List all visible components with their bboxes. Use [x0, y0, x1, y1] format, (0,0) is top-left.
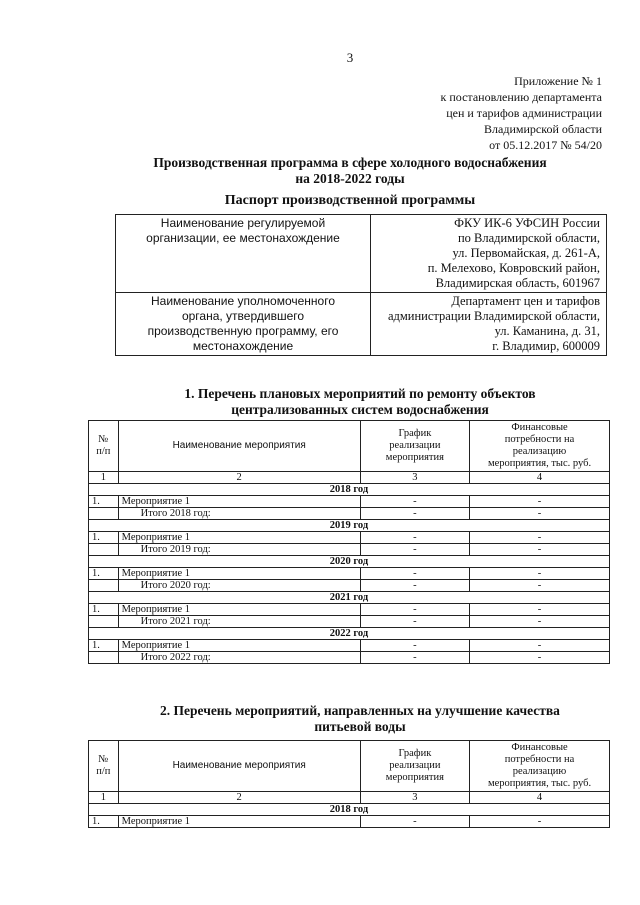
- passport-value-line: ул. Первомайская, д. 261-А,: [452, 246, 600, 260]
- appendix-block: [402, 73, 602, 153]
- table-row: [89, 532, 610, 544]
- section1-heading: [100, 386, 620, 418]
- row-number: 1.: [89, 816, 119, 828]
- column-number: 4: [470, 792, 610, 804]
- row-number: 1.: [89, 604, 119, 616]
- header-line: №: [98, 434, 109, 445]
- passport-value-line: г. Владимир, 600009: [492, 339, 600, 353]
- passport-table: [115, 214, 607, 356]
- measure-name: Мероприятие 1: [118, 604, 360, 616]
- empty-cell: [89, 544, 119, 556]
- finance-cell: -: [470, 816, 610, 828]
- total-label: Итого 2020 год:: [118, 580, 360, 592]
- water-quality-table: [88, 740, 610, 828]
- year-label: 2021 год: [89, 592, 610, 604]
- passport-value: [371, 215, 607, 293]
- header-number: [89, 421, 119, 472]
- passport-label-line: Наименование регулируемой: [160, 216, 326, 230]
- appendix-line: к постановлению департамента: [440, 90, 602, 104]
- passport-label: [116, 293, 371, 356]
- passport-row: [116, 215, 607, 293]
- table-header-row: [89, 741, 610, 792]
- finance-cell: -: [470, 652, 610, 664]
- title-line: Производственная программа в сфере холодного водоснабжения: [153, 155, 547, 170]
- row-number: 1.: [89, 532, 119, 544]
- header-line: мероприятия: [385, 452, 444, 463]
- table-header-row: [89, 421, 610, 472]
- schedule-cell: -: [360, 816, 469, 828]
- column-number: 2: [118, 792, 360, 804]
- year-row: [89, 484, 610, 496]
- empty-cell: [89, 652, 119, 664]
- column-number: 1: [89, 472, 119, 484]
- table-row: [89, 640, 610, 652]
- header-name: Наименование мероприятия: [118, 421, 360, 472]
- document-title: [80, 155, 620, 187]
- total-label: Итого 2021 год:: [118, 616, 360, 628]
- schedule-cell: -: [360, 568, 469, 580]
- header-line: реализации: [389, 760, 441, 771]
- passport-value: [371, 293, 607, 356]
- header-line: реализации: [389, 440, 441, 451]
- header-finance: [470, 741, 610, 792]
- passport-value-line: Департамент цен и тарифов: [451, 294, 600, 308]
- empty-cell: [89, 580, 119, 592]
- header-line: График: [398, 428, 432, 439]
- total-row: [89, 652, 610, 664]
- appendix-line: цен и тарифов администрации: [446, 106, 602, 120]
- schedule-cell: -: [360, 496, 469, 508]
- header-line: Финансовые: [511, 422, 568, 433]
- header-number: [89, 741, 119, 792]
- header-line: потребности на: [504, 754, 575, 765]
- header-line: График: [398, 748, 432, 759]
- empty-cell: [89, 508, 119, 520]
- section-heading-line: централизованных систем водоснабжения: [231, 402, 489, 417]
- header-schedule: [360, 741, 469, 792]
- header-name: Наименование мероприятия: [118, 741, 360, 792]
- passport-value-line: по Владимирской области,: [457, 231, 600, 245]
- year-label: 2019 год: [89, 520, 610, 532]
- finance-cell: -: [470, 544, 610, 556]
- year-row: [89, 804, 610, 816]
- finance-cell: -: [470, 496, 610, 508]
- measure-name: Мероприятие 1: [118, 640, 360, 652]
- total-label: Итого 2022 год:: [118, 652, 360, 664]
- section-heading-line: питьевой воды: [314, 719, 406, 734]
- measure-name: Мероприятие 1: [118, 816, 360, 828]
- header-line: реализацию: [512, 446, 567, 457]
- schedule-cell: -: [360, 544, 469, 556]
- finance-cell: -: [470, 532, 610, 544]
- finance-cell: -: [470, 640, 610, 652]
- schedule-cell: -: [360, 640, 469, 652]
- passport-value-line: Владимирская область, 601967: [435, 276, 600, 290]
- header-line: №: [98, 754, 109, 765]
- appendix-line: Приложение № 1: [514, 74, 602, 88]
- column-number: 3: [360, 792, 469, 804]
- finance-cell: -: [470, 616, 610, 628]
- header-line: мероприятия, тыс. руб.: [487, 778, 592, 789]
- row-number: 1.: [89, 496, 119, 508]
- finance-cell: -: [470, 580, 610, 592]
- header-finance: [470, 421, 610, 472]
- row-number: 1.: [89, 568, 119, 580]
- measure-name: Мероприятие 1: [118, 532, 360, 544]
- schedule-cell: -: [360, 604, 469, 616]
- header-line: Финансовые: [511, 742, 568, 753]
- passport-label-line: производственную программу, его: [147, 324, 339, 338]
- table-row: [89, 604, 610, 616]
- section-heading-line: 2. Перечень мероприятий, направленных на улучшение качества: [160, 703, 560, 718]
- passport-label-line: Наименование уполномоченного: [150, 294, 336, 308]
- total-label: Итого 2019 год:: [118, 544, 360, 556]
- schedule-cell: -: [360, 532, 469, 544]
- page-number: 3: [346, 50, 354, 65]
- total-row: [89, 544, 610, 556]
- column-number-row: [89, 472, 610, 484]
- passport-value-line: администрации Владимирской области,: [387, 309, 600, 323]
- year-label: 2018 год: [89, 804, 610, 816]
- schedule-cell: -: [360, 616, 469, 628]
- appendix-line: от 05.12.2017 № 54/20: [489, 138, 602, 152]
- header-schedule: [360, 421, 469, 472]
- section2-heading: [100, 703, 620, 735]
- schedule-cell: -: [360, 580, 469, 592]
- passport-row: [116, 293, 607, 356]
- total-row: [89, 580, 610, 592]
- header-line: мероприятия: [385, 772, 444, 783]
- table-row: [89, 568, 610, 580]
- table-row: [89, 496, 610, 508]
- column-number: 3: [360, 472, 469, 484]
- year-label: 2020 год: [89, 556, 610, 568]
- section-heading-line: 1. Перечень плановых мероприятий по ремонту объектов: [184, 386, 536, 401]
- total-label: Итого 2018 год:: [118, 508, 360, 520]
- header-line: мероприятия, тыс. руб.: [487, 458, 592, 469]
- year-label: 2022 год: [89, 628, 610, 640]
- header-line: п/п: [96, 766, 111, 777]
- year-row: [89, 556, 610, 568]
- header-line: п/п: [96, 446, 111, 457]
- schedule-cell: -: [360, 508, 469, 520]
- column-number-row: [89, 792, 610, 804]
- measure-name: Мероприятие 1: [118, 496, 360, 508]
- passport-title: Паспорт производственной программы: [224, 193, 476, 208]
- finance-cell: -: [470, 508, 610, 520]
- passport-label: [116, 215, 371, 293]
- empty-cell: [89, 616, 119, 628]
- finance-cell: -: [470, 568, 610, 580]
- table-row: [89, 816, 610, 828]
- measure-name: Мероприятие 1: [118, 568, 360, 580]
- passport-label-line: местонахождение: [192, 339, 294, 353]
- schedule-cell: -: [360, 652, 469, 664]
- header-line: потребности на: [504, 434, 575, 445]
- passport-label-line: организации, ее местонахождение: [146, 231, 340, 245]
- year-row: [89, 520, 610, 532]
- passport-label-line: органа, утвердившего: [181, 309, 305, 323]
- passport-value-line: ул. Каманина, д. 31,: [494, 324, 600, 338]
- appendix-line: Владимирской области: [484, 122, 602, 136]
- finance-cell: -: [470, 604, 610, 616]
- year-row: [89, 592, 610, 604]
- year-row: [89, 628, 610, 640]
- title-line: на 2018-2022 годы: [295, 171, 405, 186]
- repair-measures-table: [88, 420, 610, 664]
- header-line: реализацию: [512, 766, 567, 777]
- total-row: [89, 616, 610, 628]
- passport-value-line: ФКУ ИК-6 УФСИН России: [454, 216, 600, 230]
- column-number: 4: [470, 472, 610, 484]
- column-number: 1: [89, 792, 119, 804]
- passport-value-line: п. Мелехово, Ковровский район,: [427, 261, 600, 275]
- row-number: 1.: [89, 640, 119, 652]
- total-row: [89, 508, 610, 520]
- year-label: 2018 год: [89, 484, 610, 496]
- column-number: 2: [118, 472, 360, 484]
